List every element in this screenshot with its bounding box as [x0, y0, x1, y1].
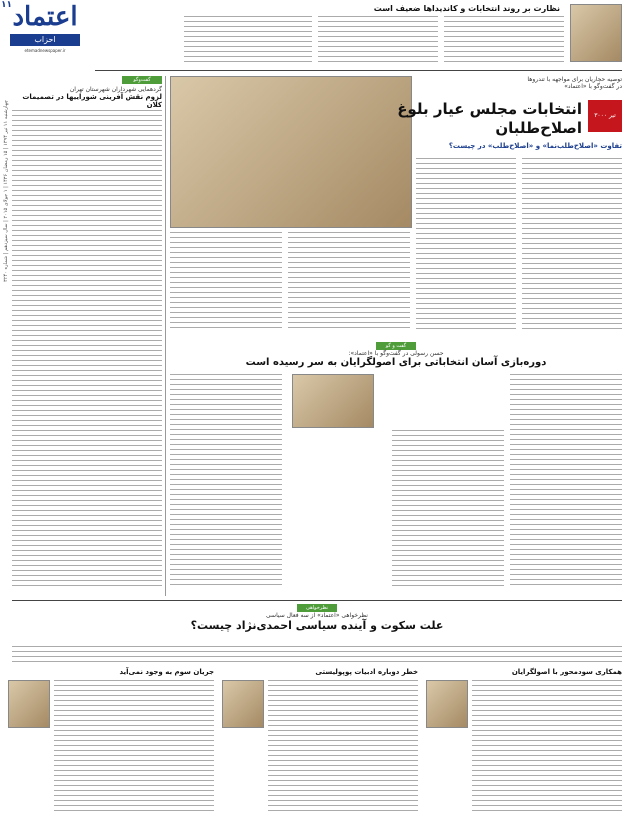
date-line: چهارشنبه ۱۱ تیر ۱۳۹۴ | ۱۵ رمضان ۱۴۳۶ | ۱ جولای ۲۰۱۵ | سال سیزدهم | شماره ۳۲۴۰ [3, 100, 9, 282]
text-column [510, 374, 622, 589]
second-photo [292, 374, 374, 428]
second-headline: دوره‌بازی آسان انتخاباتی برای اصولگرایان به سر رسیده است [245, 357, 547, 368]
third-badge: نظرخواهی [297, 604, 337, 612]
bottom-title-1: همکاری سودمحور با اصولگرایان [511, 668, 622, 676]
third-story [12, 604, 622, 644]
top-opinion-title: نظارت بر روند انتخابات و کاندیداها ضعیف است [373, 4, 560, 13]
main-headline-line1: انتخابات مجلس عیار بلوغ [397, 100, 582, 118]
divider [165, 76, 166, 596]
text-column [170, 232, 282, 332]
second-kicker: حسن رسولی در گفت‌وگو با «اعتماد»: [348, 350, 444, 357]
main-story [170, 76, 622, 336]
author-photo [426, 680, 468, 728]
website: etemadnewspaper.ir [24, 48, 66, 53]
third-kicker: نظرخواهی «اعتماد» از سه فعال سیاسی [266, 612, 368, 619]
main-badge: تیر ۳۰۰۰ [588, 100, 622, 132]
author-photo [570, 4, 622, 62]
page-number: ۱۱ [1, 0, 12, 10]
left-column [12, 76, 162, 596]
main-headline-line2: اصلاح‌طلبان [495, 119, 582, 137]
second-story [170, 342, 622, 592]
newspaper-logo: اعتماد [12, 2, 78, 32]
text-column [12, 110, 162, 590]
main-kicker2: در گفت‌وگو با «اعتماد» [564, 83, 622, 90]
text-column [54, 680, 214, 814]
left-title: لزوم نقش آفرینی شوراییها در تصمیمات کلان [22, 93, 162, 109]
text-column [472, 680, 622, 814]
left-badge: گفت‌وگو [122, 76, 162, 84]
section-label: احزاب [10, 34, 80, 46]
main-photo [170, 76, 412, 228]
bottom-col-2 [222, 668, 418, 816]
text-column [288, 232, 410, 332]
bottom-col-1 [426, 668, 622, 816]
bottom-title-3: جریان سوم به وجود نمی‌آید [119, 668, 214, 676]
text-column [416, 158, 516, 333]
masthead [0, 0, 90, 70]
author-photo [222, 680, 264, 728]
text-column [12, 646, 622, 664]
second-badge: گفت‌ و گو [376, 342, 416, 350]
text-column [318, 16, 438, 64]
date-strip [0, 100, 9, 520]
third-headline: علت سکوت و آینده سیاسی احمدی‌نژاد چیست؟ [190, 619, 444, 632]
bottom-title-2: خطر دوباره ادبیات پوپولیستی [315, 668, 418, 676]
main-kicker: توصیه حجاریان برای مواجهه با تندروها [527, 76, 622, 83]
text-column [522, 158, 622, 333]
divider [95, 70, 622, 71]
author-photo [8, 680, 50, 728]
text-column [184, 16, 312, 64]
text-column [444, 16, 564, 64]
text-column [268, 680, 418, 814]
main-subtitle: تفاوت «اصلاح‌طلب‌نما» و «اصلاح‌طلب» در چیست؟ [448, 142, 622, 150]
bottom-col-3 [8, 668, 214, 816]
left-kicker: گردهمایی شهرداران شهرستان تهران [69, 86, 162, 93]
top-opinion [182, 4, 622, 66]
text-column [170, 374, 282, 589]
main-headline [382, 100, 582, 138]
divider [12, 600, 622, 601]
text-column [392, 430, 504, 590]
